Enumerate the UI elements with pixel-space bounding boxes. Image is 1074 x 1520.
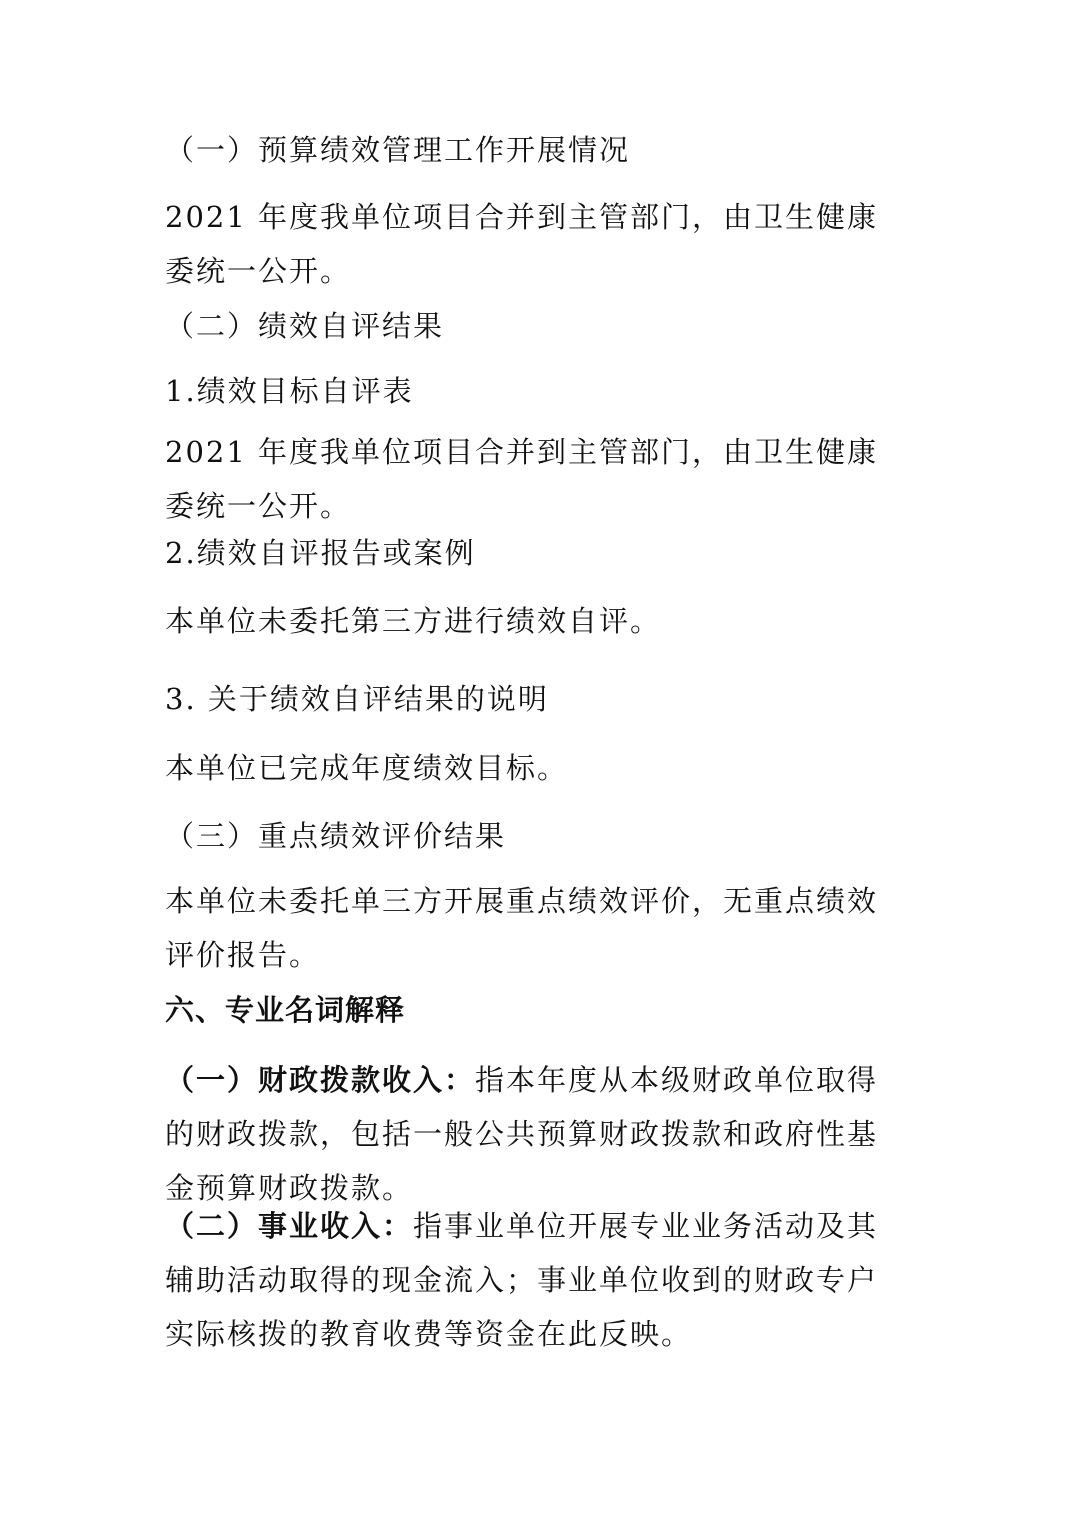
section-heading-budget-performance: （一）预算绩效管理工作开展情况 (165, 133, 631, 167)
paragraph-self-eval-report: 本单位未委托第三方进行绩效自评。 (165, 604, 662, 638)
section-heading-self-evaluation: （二）绩效自评结果 (165, 309, 445, 343)
section-heading-key-evaluation: （三）重点绩效评价结果 (165, 819, 507, 853)
definition-term-fiscal-allocation-income: （一）财政拨款收入： (165, 1063, 476, 1097)
definition-text-business-income: 指事业单位开展专业业务活动及其辅助活动取得的现金流入；事业单位收到的财政专户实际核拨的教育收费等资金在此反映。 (165, 1209, 879, 1351)
definition-term-business-income: （二）事业收入： (165, 1209, 414, 1243)
subheading-target-self-eval-table: 1.绩效目标自评表 (165, 374, 414, 408)
paragraph-target-self-eval-table: 2021 年度我单位项目合并到主管部门，由卫生健康委统一公开。 (165, 435, 879, 523)
subheading-self-eval-report: 2.绩效自评报告或案例 (165, 536, 476, 570)
subheading-self-eval-explanation: 3. 关于绩效自评结果的说明 (165, 682, 549, 716)
definition-text-fiscal-allocation-income: 指本年度从本级财政单位取得的财政拨款，包括一般公共预算财政拨款和政府性基金预算财政拨款。 (165, 1063, 879, 1205)
chapter-heading-terms: 六、专业名词解释 (165, 993, 406, 1027)
paragraph-key-evaluation: 本单位未委托单三方开展重点绩效评价，无重点绩效评价报告。 (165, 884, 879, 972)
definition-business-income (165, 1199, 900, 1361)
paragraph-budget-performance: 2021 年度我单位项目合并到主管部门，由卫生健康委统一公开。 (165, 200, 879, 288)
definition-fiscal-allocation-income (165, 1053, 900, 1215)
paragraph-self-eval-explanation: 本单位已完成年度绩效目标。 (165, 751, 569, 785)
